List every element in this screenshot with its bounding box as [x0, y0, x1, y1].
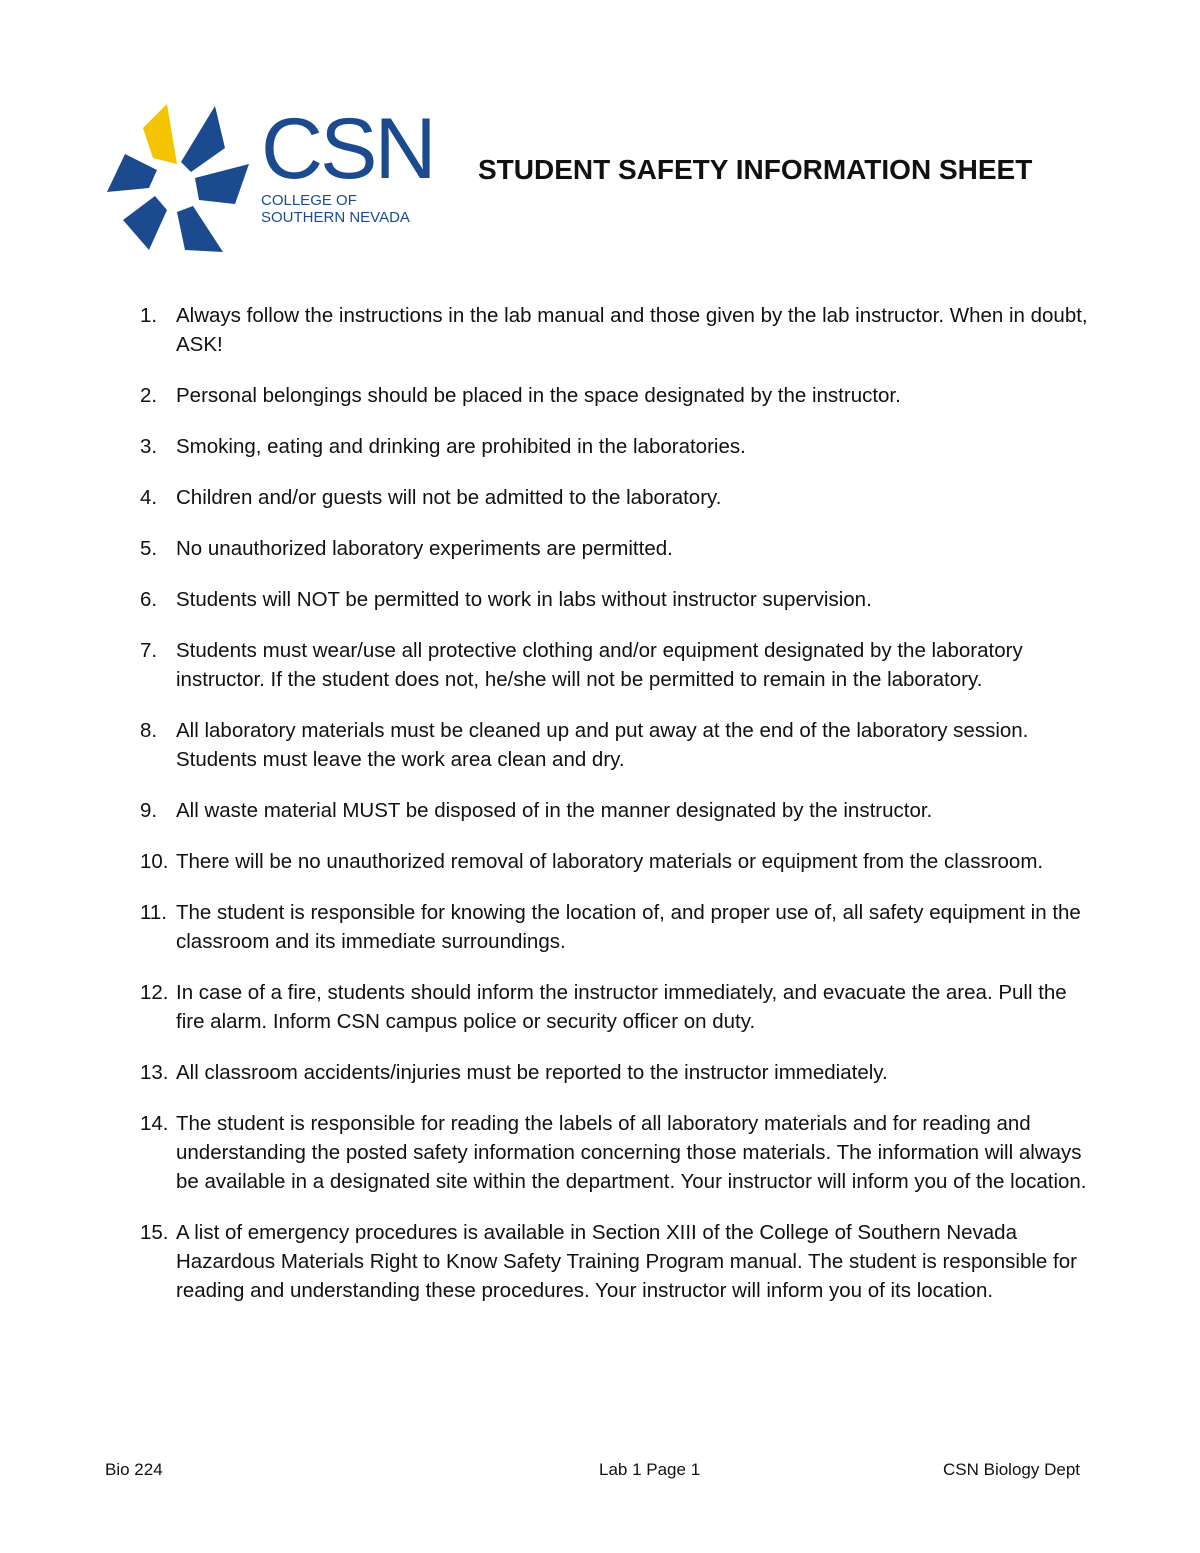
rule-number: 14.: [140, 1112, 169, 1135]
csn-star-icon: [105, 100, 255, 255]
safety-rules-list: [140, 301, 1100, 1327]
list-item: [140, 847, 1100, 876]
list-item: [140, 716, 1100, 774]
rule-text: The student is responsible for knowing the location of, and proper use of, all safety equipment in the classroom and its immediate surroundings.: [176, 901, 1081, 953]
rule-text: A list of emergency procedures is available in Section XIII of the College of Southern Nevada Hazardous Materials Right to Know Safety Training Program manual. The student is responsible for reading and understanding these procedures. Your instructor will inform you of its location.: [176, 1221, 1077, 1302]
list-item: [140, 301, 1100, 359]
rule-text: All waste material MUST be disposed of in the manner designated by the instructor.: [176, 799, 933, 822]
list-item: [140, 432, 1100, 461]
rule-number: 4.: [140, 486, 158, 509]
list-item: [140, 585, 1100, 614]
rule-number: 6.: [140, 588, 158, 611]
star-petal: [195, 164, 249, 204]
page-title: STUDENT SAFETY INFORMATION SHEET: [478, 154, 1033, 185]
rule-number: 3.: [140, 435, 158, 458]
rule-number: 12.: [140, 981, 169, 1004]
list-item: [140, 1109, 1100, 1196]
star-petal: [123, 196, 167, 250]
logo-line-1: COLLEGE OF: [261, 192, 357, 209]
list-item: [140, 483, 1100, 512]
rule-text: No unauthorized laboratory experiments are permitted.: [176, 537, 673, 560]
rule-number: 1.: [140, 304, 158, 327]
list-item: [140, 381, 1100, 410]
footer-course: Bio 224: [105, 1460, 163, 1479]
rule-text: Smoking, eating and drinking are prohibited in the laboratories.: [176, 435, 746, 458]
rule-number: 11.: [140, 901, 167, 924]
rule-number: 8.: [140, 719, 158, 742]
rule-text: All classroom accidents/injuries must be reported to the instructor immediately.: [176, 1061, 888, 1084]
star-petal: [181, 106, 225, 172]
rule-text: Personal belongings should be placed in the space designated by the instructor.: [176, 384, 901, 407]
list-item: [140, 978, 1100, 1036]
list-item: [140, 1058, 1100, 1087]
star-petal: [107, 154, 157, 192]
rule-text: All laboratory materials must be cleaned up and put away at the end of the laboratory session. Students must leave the work area clean and dry.: [176, 719, 1029, 771]
rule-number: 13.: [140, 1061, 169, 1084]
list-item: [140, 534, 1100, 563]
rule-text: There will be no unauthorized removal of laboratory materials or equipment from the classroom.: [176, 850, 1044, 873]
rule-number: 7.: [140, 639, 158, 662]
rule-text: Students must wear/use all protective clothing and/or equipment designated by the laboratory instructor. If the student does not, he/she will not be permitted to remain in the laboratory.: [176, 639, 1023, 691]
list-item: [140, 796, 1100, 825]
footer-page-number: Lab 1 Page 1: [599, 1460, 701, 1479]
rule-text: Students will NOT be permitted to work in labs without instructor supervision.: [176, 588, 872, 611]
rule-number: 15.: [140, 1221, 169, 1244]
rule-text: Always follow the instructions in the lab manual and those given by the lab instructor. When in doubt, ASK!: [176, 304, 1088, 356]
rule-number: 5.: [140, 537, 158, 560]
star-petal: [177, 206, 223, 252]
logo-line-2: SOUTHERN NEVADA: [261, 209, 410, 226]
rule-text: In case of a fire, students should inform the instructor immediately, and evacuate the area. Pull the fire alarm. Inform CSN campus police or security officer on duty.: [176, 981, 1067, 1033]
rule-number: 9.: [140, 799, 158, 822]
rule-number: 10.: [140, 850, 169, 873]
list-item: [140, 898, 1100, 956]
star-petal-gold: [143, 104, 177, 164]
rule-text: Children and/or guests will not be admitted to the laboratory.: [176, 486, 722, 509]
csn-logo: [105, 100, 435, 255]
list-item: [140, 1218, 1100, 1305]
list-item: [140, 636, 1100, 694]
rule-text: The student is responsible for reading the labels of all laboratory materials and for reading and understanding the posted safety information concerning those materials. The information will always be available in a designated site within the department. Your instructor will inform you of the location.: [176, 1112, 1087, 1193]
footer-department: CSN Biology Dept: [943, 1460, 1081, 1479]
logo-wordmark: CSN: [261, 101, 434, 197]
rule-number: 2.: [140, 384, 158, 407]
